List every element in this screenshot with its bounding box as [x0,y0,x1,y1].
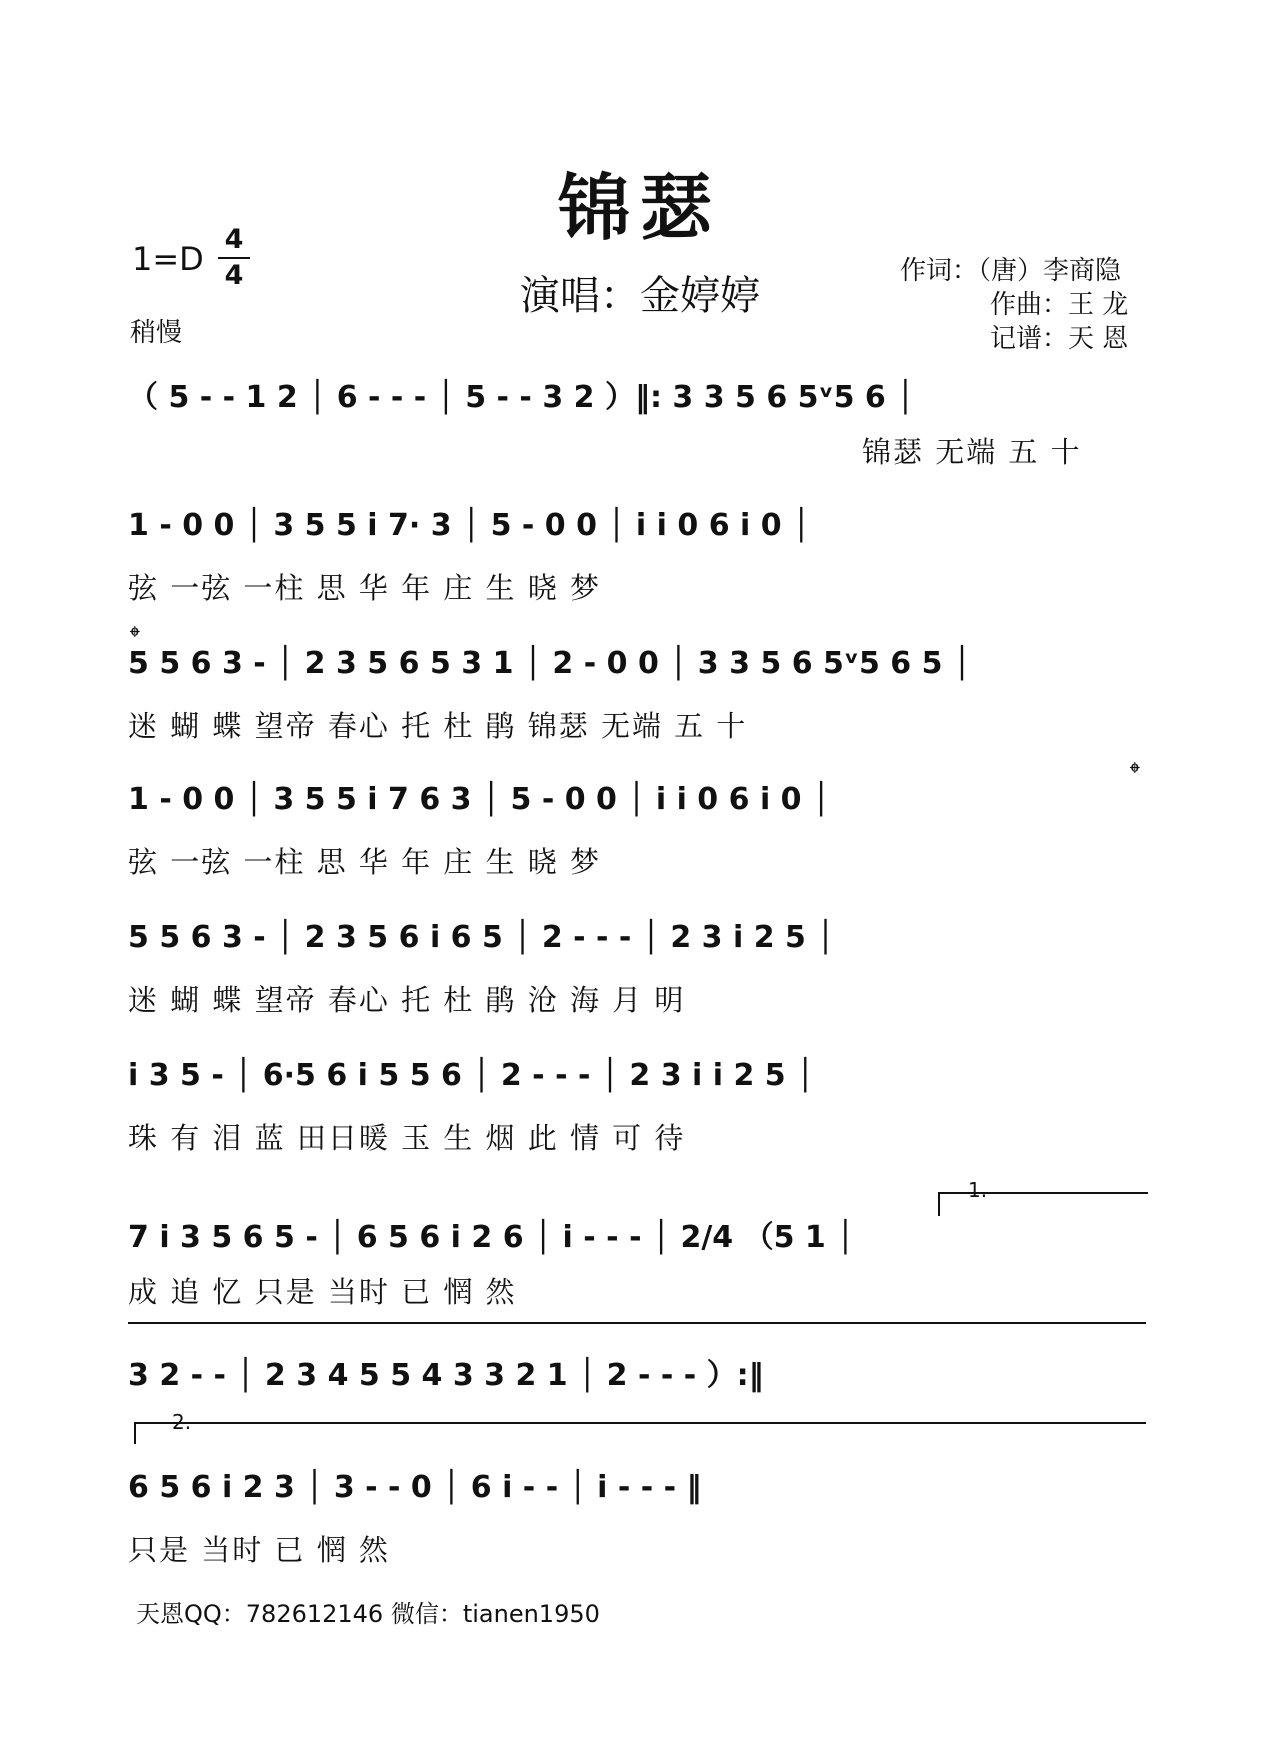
coda-sign: 𝄌 [130,620,140,653]
singer-line: 演唱：金婷婷 [520,273,760,319]
footer-contact: 天恩QQ：782612146 微信：tianen1950 [136,1600,600,1628]
score-row-7-notes: 7 i 3 5 6 5 - │ 6 5 6 i 2 6 │ i - - - │ 2/4 （5 1 │ [128,1220,855,1255]
song-title: 锦瑟 [557,166,722,250]
time-signature-denominator: 4 [224,260,244,291]
score-row-3-lyrics: 迷 蝴 蝶 望帝 春心 托 杜 鹃 锦瑟 无端 五 十 [128,709,748,743]
tempo-marking: 稍慢 [130,318,183,348]
score-row-1-notes: （ 5 - - 1 2 │ 6 - - - │ 5 - - 3 2 ）‖: 3 3 5 6 5ᵛ5 6 │ [128,380,915,415]
score-row-8-notes: 3 2 - - │ 2 3 4 5 5 4 3 3 2 1 │ 2 - - - ）:‖ [128,1358,764,1393]
volta-2-label: 2. [172,1410,192,1434]
score-row-7-lyrics: 成 追 忆 只是 当时 已 惘 然 [128,1275,517,1309]
composer-credit: 作曲：王 龙 [990,290,1129,320]
key-signature: 1=D [132,240,204,278]
volta-1-label: 1. [968,1178,988,1202]
score-row-9-notes: 6 5 6 i 2 3 │ 3 - - 0 │ 6 i - - │ i - - - ‖ [128,1470,702,1505]
time-signature-numerator: 4 [218,223,250,259]
score-row-2-lyrics: 弦 一弦 一柱 思 华 年 庄 生 晓 梦 [128,571,601,605]
score-row-4-lyrics: 弦 一弦 一柱 思 华 年 庄 生 晓 梦 [128,845,601,879]
coda-sign-end: 𝄌 [1130,756,1140,789]
score-row-6-lyrics: 珠 有 泪 蓝 田日暖 玉 生 烟 此 情 可 待 [128,1121,686,1155]
volta-2-bracket-start [134,1422,136,1444]
score-row-5-lyrics: 迷 蝴 蝶 望帝 春心 托 杜 鹃 沧 海 月 明 [128,983,686,1017]
score-row-6-notes: i 3 5 - │ 6·5 6 i 5 5 6 │ 2 - - - │ 2 3 i i 2 5 │ [128,1058,815,1093]
score-row-1-lyrics: 锦瑟 无端 五 十 [862,435,1082,469]
score-row-2-notes: 1 - 0 0 │ 3 5 5 i 7· 3 │ 5 - 0 0 │ i i 0 6 i 0 │ [128,508,811,543]
volta-1-bottom-line [128,1322,1146,1324]
volta-2-bracket [134,1422,1146,1424]
transcriber-credit: 记谱：天 恩 [990,324,1129,354]
score-row-5-notes: 5 5 6 3 - │ 2 3 5 6 i 6 5 │ 2 - - - │ 2 3 i 2 5 │ [128,920,835,955]
score-row-3-notes: 5 5 6 3 - │ 2 3 5 6 5 3 1 │ 2 - 0 0 │ 3 3 5 6 5ᵛ5 6 5 │ [128,646,971,681]
lyricist-credit: 作词：（唐）李商隐 [900,256,1122,286]
score-row-4-notes: 1 - 0 0 │ 3 5 5 i 7 6 3 │ 5 - 0 0 │ i i 0 6 i 0 │ [128,782,831,817]
score-row-9-lyrics: 只是 当时 已 惘 然 [128,1533,390,1567]
